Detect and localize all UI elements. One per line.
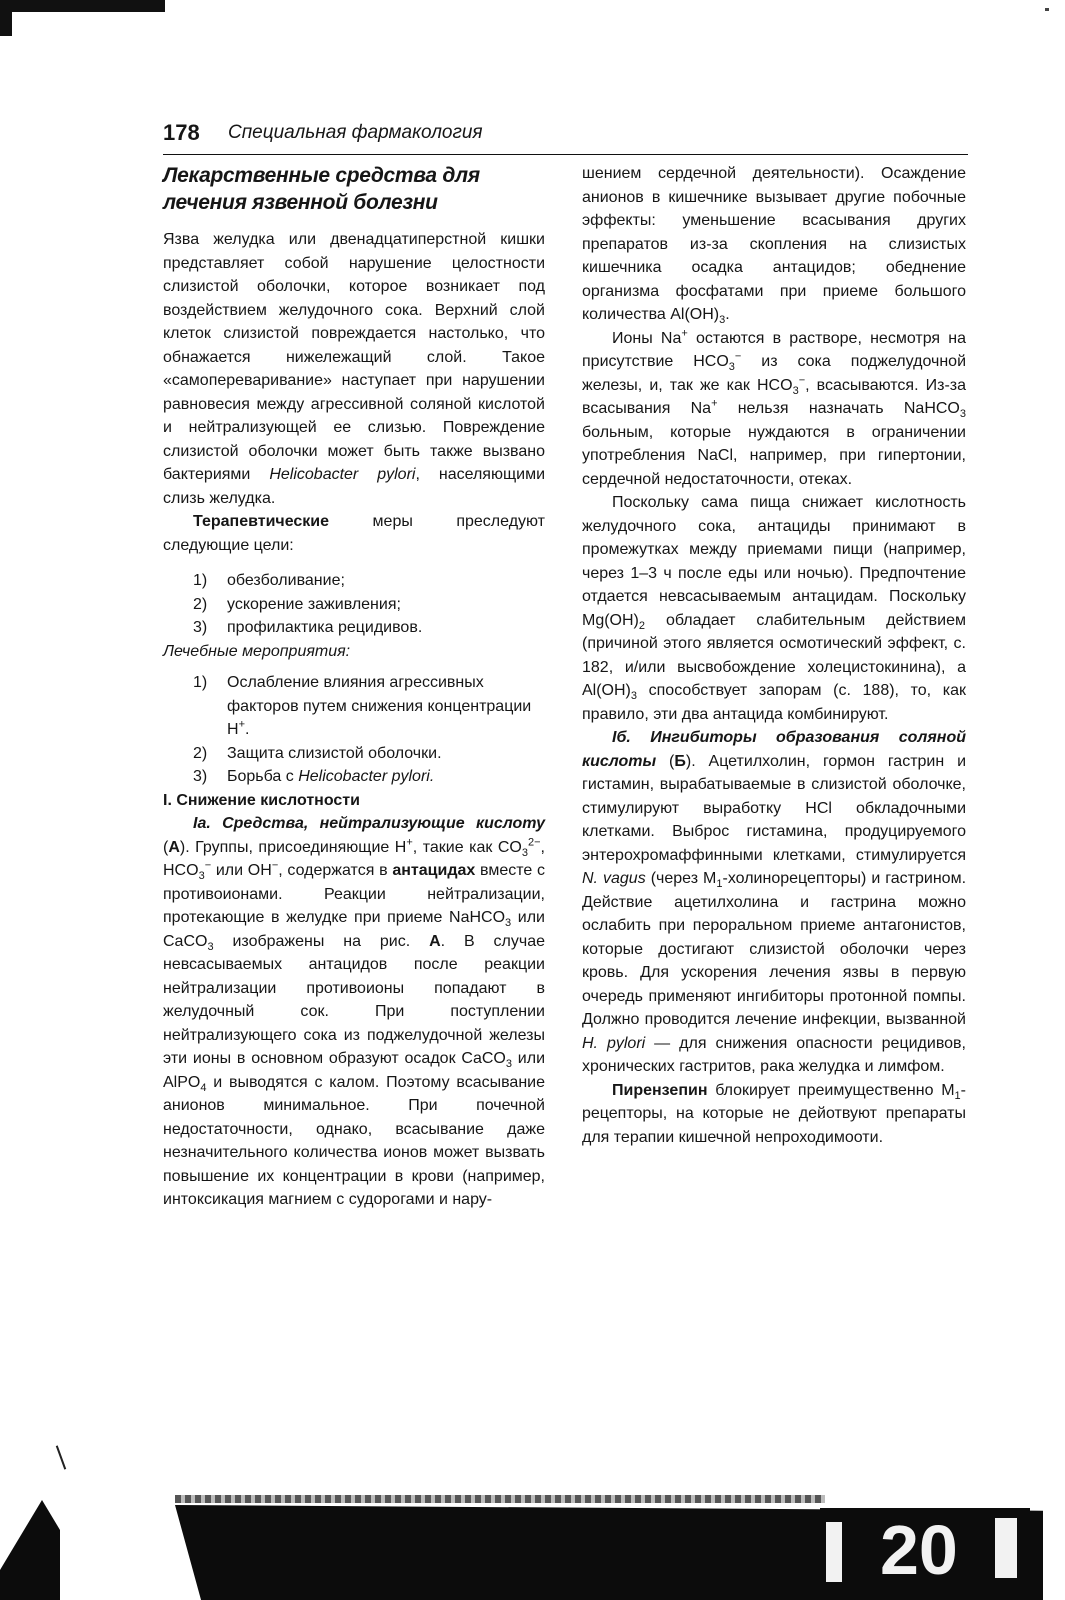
superscript: − — [798, 374, 806, 387]
subscript: 3 — [521, 846, 528, 859]
list-text — [227, 765, 545, 789]
text-run: больным, которые нуждаются в ограничении употребления NaCl, например, при гипертонии, сердечной недостаточности, отеках. — [582, 423, 966, 488]
text-run: (через M — [645, 870, 717, 887]
list-number: 2) — [193, 595, 208, 613]
list-item — [163, 593, 545, 617]
text-run: . Группы, присоединяющие H — [185, 838, 407, 856]
bold-term: антацидах — [392, 862, 476, 879]
subscript: 3 — [505, 1058, 512, 1071]
inhibitors-paragraph — [582, 726, 966, 1079]
sodium-paragraph — [582, 327, 966, 492]
list-number: 3) — [193, 619, 208, 636]
running-header — [163, 120, 968, 155]
measures-list — [163, 671, 545, 789]
subscript: 3 — [792, 384, 799, 397]
list-number: 1) — [193, 674, 208, 691]
text-run: меры преследуют следующие цели: — [163, 513, 545, 554]
bold-term: Терапевтические — [193, 513, 330, 530]
running-title: Специальная фармакология — [228, 122, 483, 143]
aims-list — [163, 569, 545, 640]
text-run: вместе с противоионами. Реакции нейтрализации, протекающие в желудке при приеме NaHCO — [163, 862, 546, 926]
intro-paragraph — [163, 228, 545, 510]
scan-edge-bottom-left — [0, 1500, 60, 1600]
subscript: 1 — [954, 1089, 961, 1102]
subscript: 3 — [959, 408, 966, 421]
text-run: или CaCO — [163, 909, 545, 950]
subscript: 3 — [505, 917, 512, 930]
antacids-paragraph — [163, 812, 545, 1212]
text-run: Ослабление влияния агрессивных факторов путем снижения концентрации H — [227, 674, 532, 738]
figure-ref: А — [429, 932, 441, 950]
list-item — [163, 569, 545, 593]
right-column — [582, 162, 966, 1149]
list-number: 1) — [193, 572, 208, 589]
therapy-paragraph — [163, 510, 545, 557]
subscript: 3 — [198, 870, 205, 883]
text-run: из сока поджелудочной железы, и, так же как HCO — [582, 353, 966, 394]
corner-number: 20 — [880, 1511, 958, 1588]
figure-ref: Б — [674, 752, 686, 770]
italic-term: N. vagus — [582, 870, 646, 887]
subscript: 3 — [630, 690, 638, 703]
text-run: нельзя назначать NaHCO — [717, 400, 960, 417]
text-run: или AlPO — [163, 1050, 545, 1091]
scan-speck — [1045, 8, 1049, 11]
text-run: Ионы Na — [612, 329, 682, 347]
superscript: + — [681, 327, 688, 340]
subsection-title: Iб. Ингибиторы образования соляной кислоты — [582, 729, 966, 770]
text-run: шением сердечной деятельности). Осаждение анионов в кишечнике вызывает другие побочные эффекты: уменьшение всасывания других препаратов из-за скопления на слизистых кишечника осадка антацидов; обеднение организма фосфатами при приеме большого количества Al(OH) — [582, 165, 966, 323]
list-item — [163, 765, 545, 789]
text-run: ) — [179, 838, 186, 856]
text-run: , содержатся в — [278, 862, 393, 879]
list-text: обезболивание; — [227, 572, 345, 589]
text-run: , HCO — [163, 838, 545, 879]
section-heading: I. Снижение кислотности — [163, 791, 360, 809]
scan-speck — [56, 1445, 66, 1469]
text-run: остаются в растворе, несмотря на присутствие HCO — [582, 329, 966, 370]
superscript: − — [271, 859, 279, 872]
text-run: , всасываются. Из-за всасывания Na — [582, 376, 967, 417]
text-run: способствует запорам (с. 188), то, как правило, эти два антацида комбинируют. — [582, 682, 966, 723]
list-number: 3) — [193, 768, 208, 785]
text-run: обладает слабительным действием (причиной этого является осмотический эффект, с. 182, и/или высвобождение холецистокинина), а Al(OH) — [582, 611, 966, 699]
subscript: 1 — [716, 878, 723, 891]
measures-title: Лечебные мероприятия: — [163, 642, 351, 660]
text-run: -холинорецепторы) и гастрином. Действие ацетилхолина и гастрина можно ослабить при пероральном приеме антагонистов, которые достигают слизистой оболочки через кровь. Для ускорения лечения язвы в первую очередь применяют ингибиторы протонной помпы. Должно проводится лечение инфекции, вызванной — [582, 870, 967, 1028]
text-run: Язва желудка или двенадцатиперстной кишки представляет собой нарушение целостности слизистой оболочки, которое возникает под воздействием желудочного сока. Верхний слой клеток слизистой повреждается настолько, что обнажается нижележащий слой. Такое «самопереваривание» наступает при нарушении равновесия между агрессивной соляной кислотой и нейтрализующей ее слизью. Повреждение слизистой оболочки может быть также вызвано бактериями — [163, 231, 545, 483]
corner-page-mark — [820, 1508, 1030, 1588]
superscript: − — [204, 859, 212, 872]
text-run: Поскольку сама пища снижает кислотность желудочного сока, антациды принимают в промежутках между приемами пищи (например, через 1–3 ч после еды или ночью). Предпочтение отдается невсасываемым антацидам. Поскольку Mg(OH) — [582, 494, 966, 629]
dosing-paragraph — [582, 491, 966, 726]
list-item — [163, 616, 545, 640]
left-column — [163, 162, 545, 1212]
text-run: -рецепторы, на которые не дейотвуют препараты для терапии кишечной непроходимооти. — [582, 1081, 966, 1146]
subsection-title: Ia. Средства, нейтрализующие кислоту — [193, 815, 545, 832]
italic-term: Helicobacter pylori. — [298, 768, 435, 785]
list-text: профилактика рецидивов. — [227, 619, 423, 636]
page-number: 178 — [163, 120, 200, 145]
bold-term: Пирензепин — [612, 1081, 708, 1099]
subscript: 3 — [728, 361, 735, 374]
text-run: изображены на рис. — [213, 932, 430, 950]
subscript: 2 — [638, 619, 646, 632]
list-text — [227, 671, 545, 742]
text-run: или OH — [211, 862, 272, 879]
text-run: . — [245, 721, 250, 738]
subscript: 3 — [719, 314, 726, 327]
text-run: , населяющими слизь желудка. — [163, 466, 545, 507]
text-run: — для снижения опасности рецидивов, хронических гастритов, рака желудка и лимфом. — [582, 1034, 966, 1075]
continuation-paragraph — [582, 162, 966, 327]
superscript: + — [711, 397, 718, 410]
subscript: 3 — [207, 940, 214, 953]
subscript: 4 — [200, 1081, 207, 1094]
scan-edge-top-corner — [0, 0, 12, 36]
text-run: ( — [163, 838, 169, 856]
list-number: 2) — [193, 744, 208, 762]
text-run: . — [725, 306, 730, 323]
chapter-heading: Лекарственные средства для лечения язвенной болезни — [163, 164, 480, 214]
list-text: ускорение заживления; — [227, 595, 401, 613]
text-run: . Ацетилхолин, гормон гастрин и гистамин, вырабатываемые в слизистой оболочке, стимулируют выработку HCl обкладочными клетками. Выброс гистамина, продуцируемого энтерохромаффинными клетками, стимулируется — [582, 752, 967, 864]
scan-edge-top — [0, 0, 165, 12]
list-item — [163, 671, 545, 742]
text-run: и выводятся с калом. Поэтому всасывание анионов минимальное. При почечной недостаточности, однако, всасывание даже незначительного количества ионов может вызвать повышение их концентрации в крови (например, интоксикация магнием с судорогами и нару- — [163, 1073, 545, 1208]
superscript: + — [406, 836, 413, 849]
superscript: − — [734, 350, 742, 363]
pirenzepine-paragraph — [582, 1079, 966, 1150]
text-run: Борьба с — [227, 768, 299, 785]
scan-edge-strip — [175, 1495, 825, 1503]
superscript: + — [238, 718, 245, 731]
italic-term: H. pylori — [582, 1034, 646, 1052]
text-run: ( — [656, 752, 675, 770]
text-run: ) — [685, 752, 692, 770]
text-run: блокирует преимущественно M — [707, 1081, 955, 1099]
figure-ref: А — [168, 838, 180, 856]
superscript: 2− — [528, 836, 541, 849]
list-text: Защита слизистой оболочки. — [227, 744, 442, 762]
italic-term: Helicobacter pylori — [269, 466, 416, 483]
text-run: , такие как CO — [412, 838, 522, 856]
list-item — [163, 742, 545, 766]
text-run: . В случае невсасываемых антацидов после реакции нейтрализации противоионы попадают в желудочный сок. При поступлении нейтрализующего сока из поджелудочной железы эти ионы в основном образуют осадок CaCO — [163, 932, 545, 1067]
